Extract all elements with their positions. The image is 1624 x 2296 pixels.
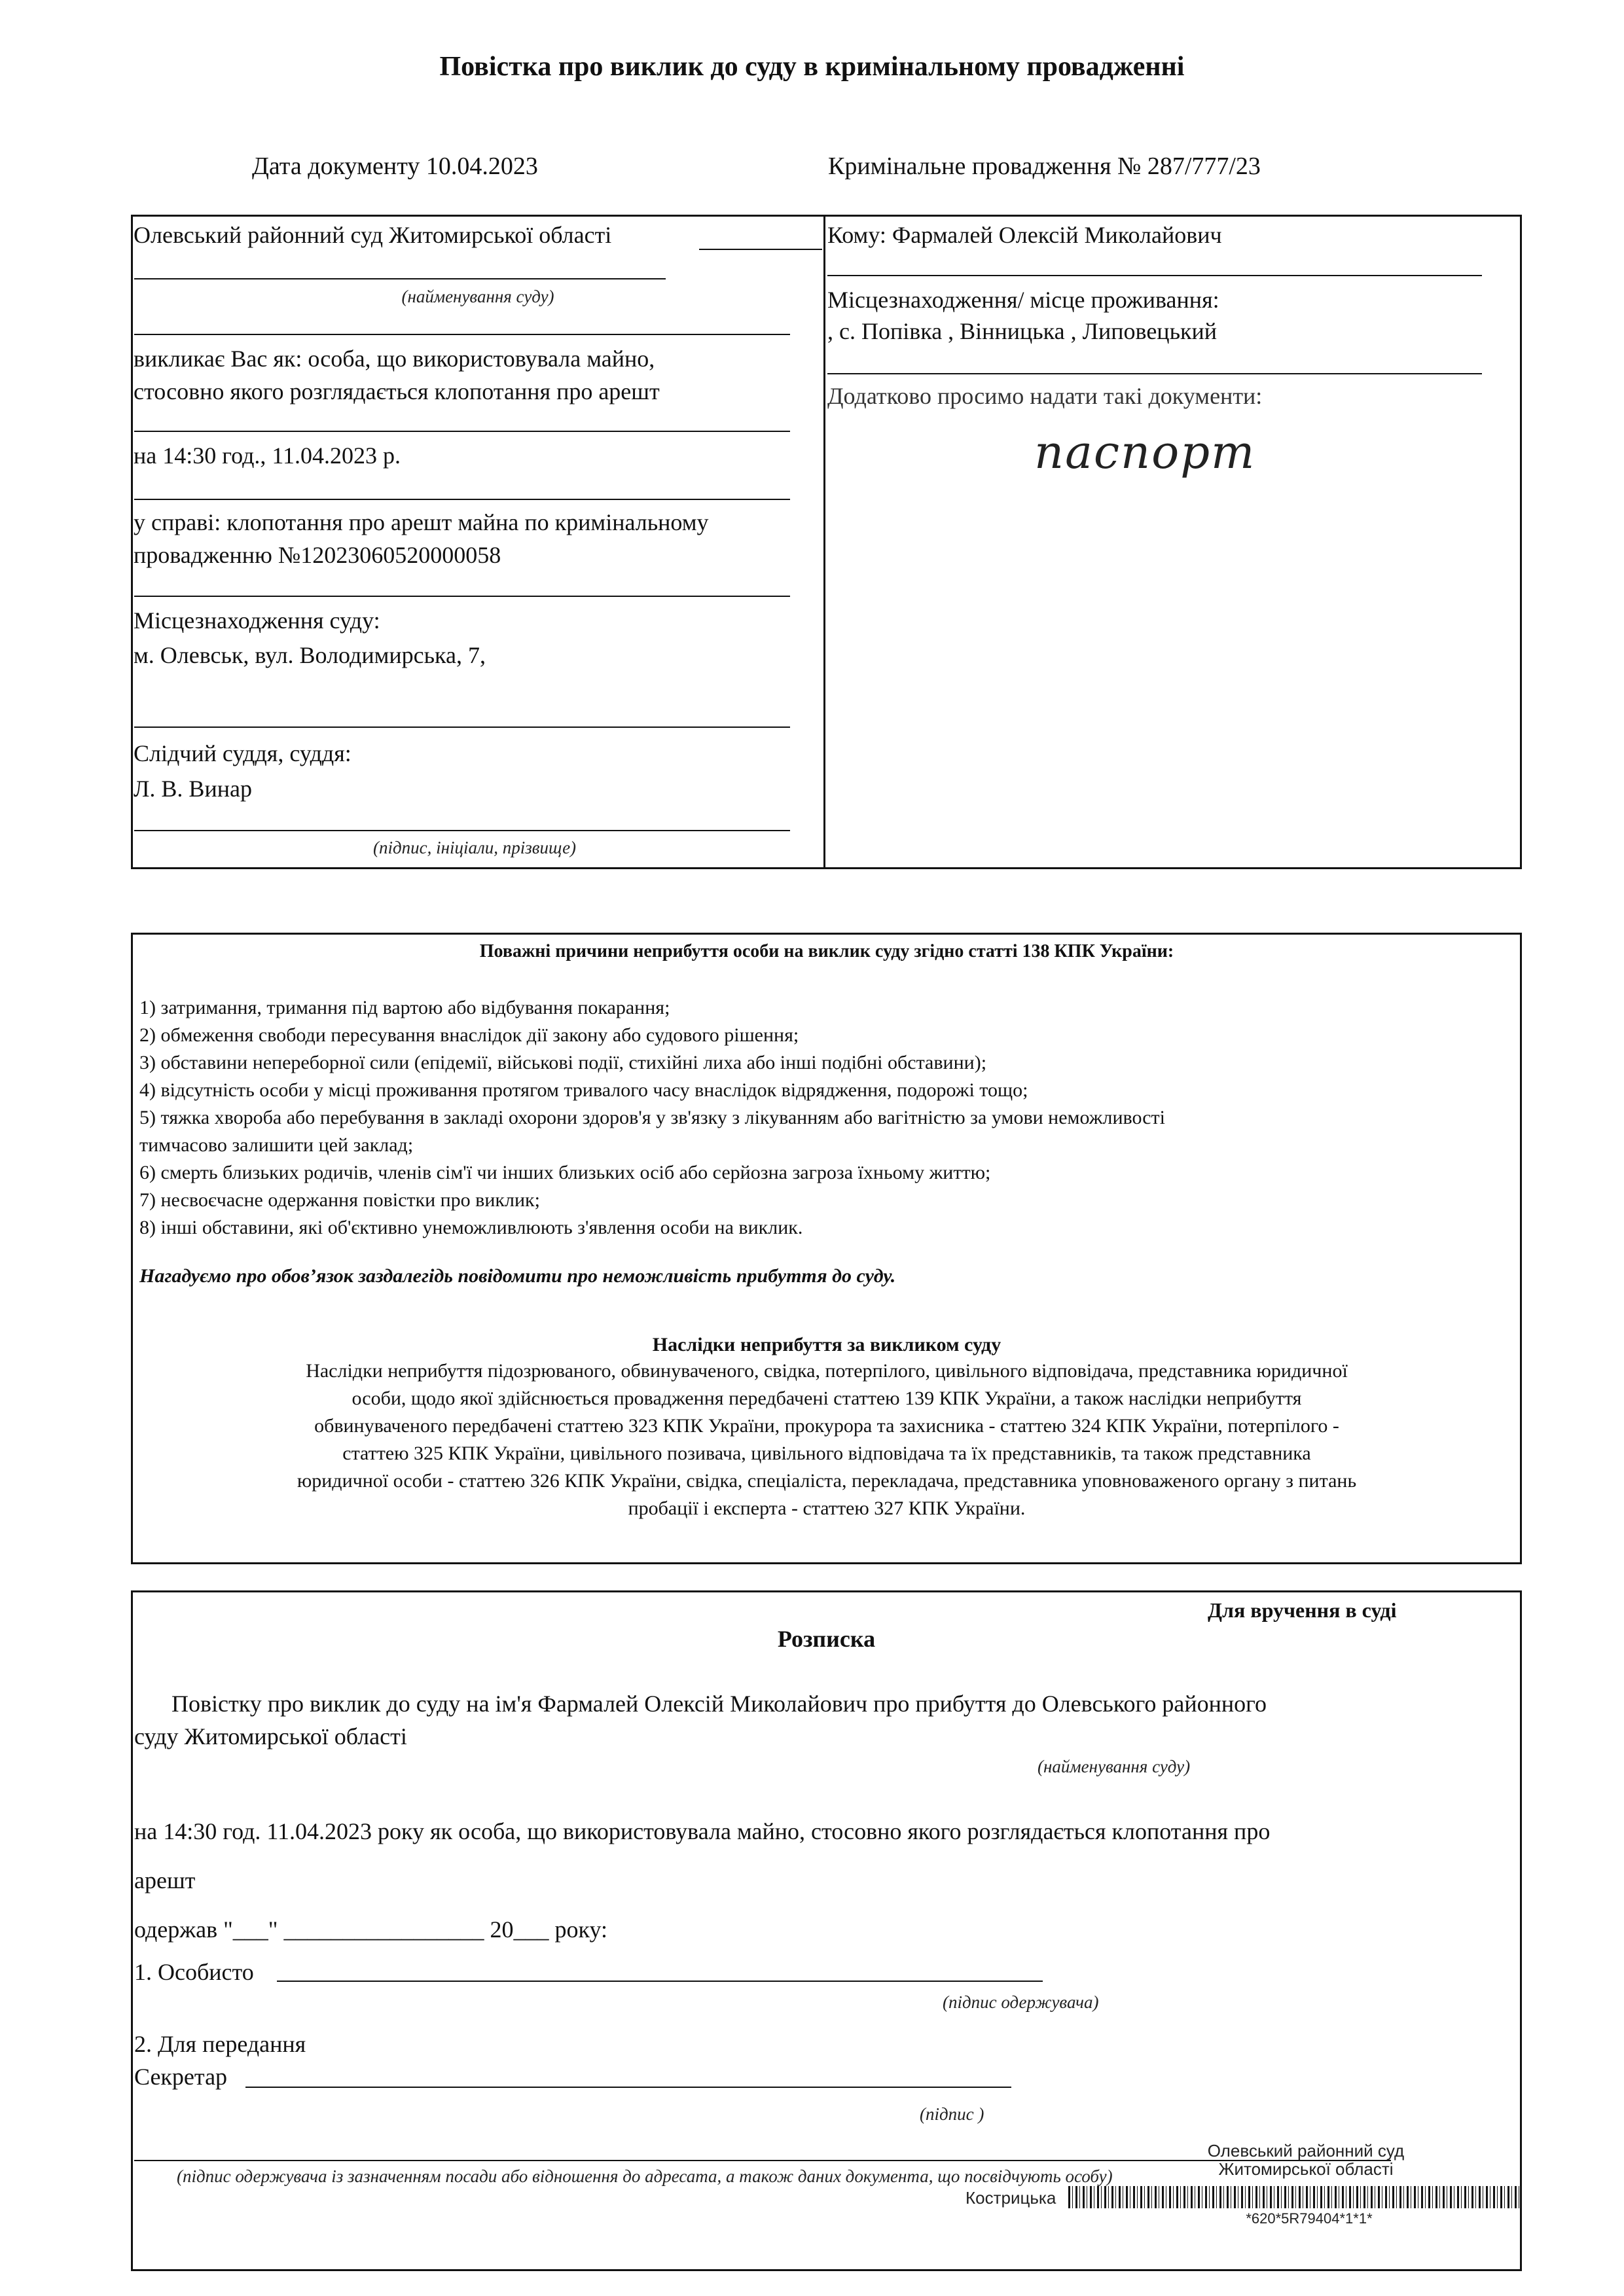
consequences-line-5: юридичної особи - статтею 326 КПК України, свідка, спеціаліста, перекладача, представника уповноваженого органу з питань: [297, 1470, 1357, 1492]
secretary-label: Секретар: [134, 2064, 228, 2090]
rule-4: [134, 596, 790, 597]
reason-6: 6) смерть близьких родичів, членів сім'ї чи інших близьких осіб або серйозна загроза їхньому життю;: [139, 1162, 991, 1183]
barcode-code: *620*5R79404*1*1*: [1246, 2210, 1373, 2227]
reminder: Нагадуємо про обов’язок заздалегідь повідомити про неможливість прибуття до суду.: [139, 1265, 896, 1287]
receipt-line-3: на 14:30 год. 11.04.2023 року як особа, що використовувала майно, стосовно якого розглядається клопотання про: [134, 1818, 1271, 1844]
receipt-court-caption: (найменування суду): [1038, 1757, 1191, 1776]
receipt-line-1: Повістку про виклик до суду на ім'я Фармалей Олексій Миколайович про прибуття до Олевського районного: [171, 1691, 1267, 1717]
summon-role-2: стосовно якого розглядається клопотання про арешт: [134, 378, 660, 404]
addressee-line: [827, 275, 1482, 276]
hearing-time: на 14:30 год., 11.04.2023 р.: [134, 442, 401, 469]
judge-caption: (підпис, ініціали, прізвище): [372, 838, 577, 857]
judge-label: Слідчий суддя, суддя:: [134, 740, 352, 766]
secretary-sign-line: [245, 2087, 1011, 2088]
judge-sign-line: [134, 830, 790, 831]
case-number: Кримінальне провадження № 287/777/23: [828, 152, 1261, 180]
reason-8: 8) інші обставини, які об'єктивно унеможливлюють з'явлення особи на виклик.: [139, 1217, 803, 1238]
court-caption: (найменування суду): [401, 287, 554, 306]
column-divider: [823, 215, 825, 869]
reason-7: 7) несвоєчасне одержання повістки про виклик;: [139, 1189, 540, 1211]
court-location-value: м. Олевськ, вул. Володимирська, 7,: [134, 642, 486, 668]
rule-1: [134, 334, 790, 335]
transfer-label: 2. Для передання: [134, 2031, 306, 2057]
residence-line: [827, 373, 1482, 374]
court-name: Олевський районний суд Житомирської області: [134, 222, 612, 248]
personally-sign-line: [277, 1981, 1043, 1982]
reason-1: 1) затримання, тримання під вартою або відбування покарання;: [139, 997, 670, 1018]
reason-3: 3) обставини непереборної сили (епідемії, військові події, стихійні лиха або інші подібні обставини);: [139, 1052, 987, 1073]
for-court-label: Для вручення в суді: [1208, 1598, 1397, 1622]
case-subject-2: провадженню №12023060520000058: [134, 542, 501, 568]
handwritten-documents: паспорт: [1034, 425, 1256, 479]
consequences-line-1: Наслідки неприбуття підозрюваного, обвинуваченого, свідка, потерпілого, цивільного відповідача, представника юридичної: [306, 1360, 1348, 1382]
court-line-1: [699, 249, 822, 250]
consequences-line-4: статтею 325 КПК України, цивільного позивача, цивільного відповідача та їх представників, та також представника: [342, 1443, 1311, 1464]
summon-role-1: викликає Вас як: особа, що використовувала майно,: [134, 346, 655, 372]
court-stamp: [1182, 2142, 1430, 2178]
clerk-name: Кострицька: [965, 2188, 1056, 2208]
reason-2: 2) обмеження свободи пересування внаслідок дії закону або судового рішення;: [139, 1024, 799, 1046]
residence-value: , с. Попівка , Вінницька , Липовецький: [827, 318, 1218, 344]
residence-label: Місцезнаходження/ місце проживання:: [827, 287, 1219, 313]
receipt-footer: (підпис одержувача із зазначенням посади або відношення до адресата, а також даних документа, що посвідчують особу): [177, 2166, 1113, 2186]
stamp-line-2: Житомирської області: [1218, 2159, 1394, 2179]
court-location-label: Місцезнаходження суду:: [134, 607, 380, 634]
addressee: Кому: Фармалей Олексій Миколайович: [827, 222, 1222, 248]
court-line-2: [134, 278, 666, 279]
reasons-heading: Поважні причини неприбуття особи на виклик суду згідно статті 138 КПК України:: [479, 941, 1174, 961]
reasons-box: [131, 933, 1522, 1564]
rule-2: [134, 431, 790, 432]
consequences-line-3: обвинуваченого передбачені статтею 323 КПК України, прокурора та захисника - статтею 324 КПК України, потерпілого -: [314, 1415, 1339, 1437]
documents-label: Додатково просимо надати такі документи:: [827, 383, 1263, 409]
case-subject-1: у справі: клопотання про арешт майна по кримінальному: [134, 509, 709, 535]
secretary-sign-caption: (підпис ): [920, 2104, 984, 2124]
reason-4: 4) відсутність особи у місці проживання протягом тривалого часу внаслідок відрядження, подорожі тощо;: [139, 1079, 1028, 1101]
receipt-line-2: суду Житомирської області: [134, 1723, 407, 1749]
reason-5-cont: тимчасово залишити цей заклад;: [139, 1134, 414, 1156]
barcode: [1068, 2186, 1520, 2208]
personally-label: 1. Особисто: [134, 1959, 254, 1985]
stamp-line-1: Олевський районний суд: [1207, 2141, 1405, 2161]
rule-5: [134, 726, 790, 728]
consequences-line-6: пробації і експерта - статтею 327 КПК України.: [628, 1498, 1026, 1519]
document-title: Повістка про виклик до суду в кримінальному провадженні: [439, 52, 1185, 82]
receipt-title: Розписка: [777, 1626, 876, 1652]
reason-5: 5) тяжка хвороба або перебування в закладі охорони здоров'я у зв'язку з лікуванням або вагітністю за умови неможливості: [139, 1107, 1165, 1128]
recipient-caption: (підпис одержувача): [943, 1992, 1099, 2012]
rule-3: [134, 499, 790, 500]
receipt-line-4: арешт: [134, 1867, 196, 1893]
document-date: Дата документу 10.04.2023: [252, 152, 538, 180]
judge-name: Л. В. Винар: [134, 776, 252, 802]
consequences-line-2: особи, щодо якої здійснюється провадження передбачені статтею 139 КПК України, а також наслідки неприбуття: [352, 1388, 1302, 1409]
received-date: одержав "___" _________________ 20___ року:: [134, 1916, 608, 1943]
consequences-heading: Наслідки неприбуття за викликом суду: [652, 1334, 1001, 1355]
